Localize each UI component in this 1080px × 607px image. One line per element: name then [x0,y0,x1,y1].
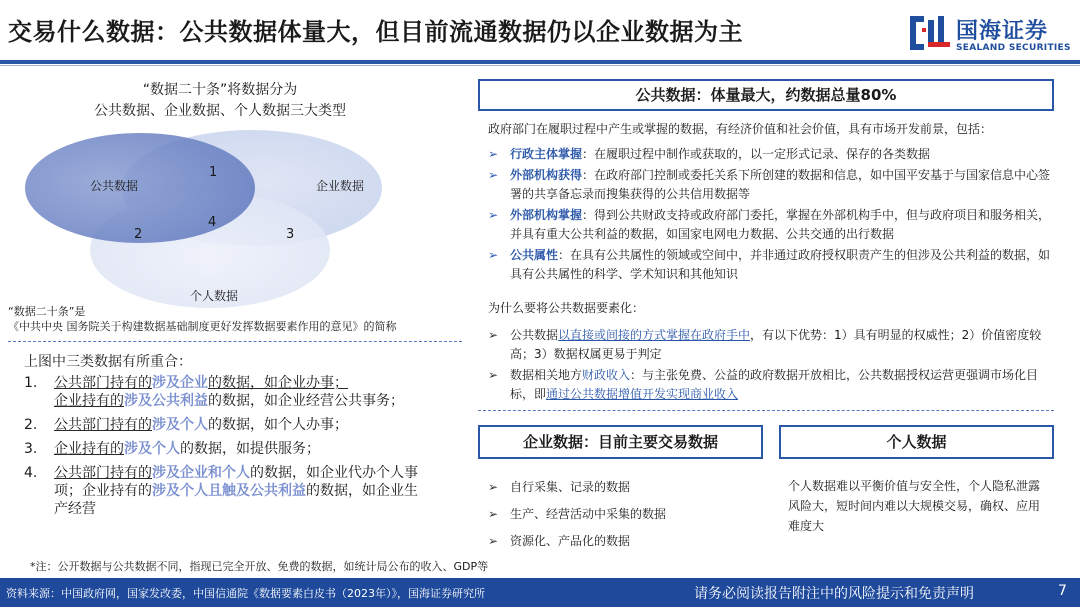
arrow-icon: ➢ [488,368,499,382]
list-item: ➢ 外部机构获得：在政府部门控制或委托关系下所创建的数据和信息，如中国平安基于与国家信息中心签署的共享备忘录而搜集获得的公共信用数据等 [488,166,1058,204]
overlap-list [24,374,424,524]
item-text: 公共部门持有的涉及企业的数据，如企业办事； 企业持有的涉及公共利益的数据，如企业经营公共事务； [54,375,404,409]
reasons-list [488,326,1058,406]
public-data-intro: 政府部门在履职过程中产生或掌握的数据，有经济价值和社会价值，具有市场开发前景，包括： [488,122,993,136]
list-item: ➢ 行政主体掌握：在履职过程中制作或获取的，以一定形式记录、保存的各类数据 [488,145,1058,164]
public-data-heading: 公共数据：体量最大，约数据总量80% [478,79,1054,111]
public-data-list [488,145,1058,286]
list-item: ➢ 资源化、产品化的数据 [488,532,758,551]
list-item: ➢ 自行采集、记录的数据 [488,478,758,497]
list-item: ➢ 公共属性：在具有公共属性的领域或空间中，并非通过政府授权职责产生的但涉及公共利益的数据，如具有公共属性的科学、学术知识和其他知识 [488,246,1058,284]
item-number: 2. [24,417,38,433]
footer-disclaimer: 请务必阅读报告附注中的风险提示和免责声明 [694,586,974,602]
footnote: *注：公开数据与公共数据不同，指现已完全开放、免费的数据，如统计局公布的收入、GDP等 [30,560,489,573]
arrow-icon: ➢ [488,147,499,161]
venn-note-line1: “数据二十条”是 [8,305,86,318]
enterprise-data-list [488,478,758,559]
arrow-icon: ➢ [488,480,499,494]
item-text: 企业持有的涉及个人的数据，如提供服务； [54,441,320,457]
list-item [24,374,424,410]
label-public: 公共数据 [90,179,139,193]
list-item [24,464,424,518]
venn-diagram [20,130,400,310]
personal-data-text: 个人数据难以平衡价值与安全性，个人隐私泄露风险大，短时间内难以大规模交易，确权、应用难度大 [788,479,1041,533]
venn-caption-line2: 公共数据、企业数据、个人数据三大类型 [94,103,346,119]
arrow-icon: ➢ [488,208,499,222]
arrow-icon: ➢ [488,248,499,262]
item-text: 公共部门持有的涉及企业和个人的数据，如企业代办个人事项；企业持有的涉及个人且触及公共利益的数据，如企业生产经营 [54,465,418,517]
logo-text-en: SEALAND SECURITIES [956,43,1071,53]
list-item [24,440,424,458]
list-item: ➢ 外部机构掌握：得到公共财政支持或政府部门委托，掌握在外部机构手中，但与政府项目和服务相关，并具有重大公共利益的数据，如国家电网电力数据、公共交通的出行数据 [488,206,1058,244]
footer-source: 资料来源：中国政府网，国家发改委，中国信通院《数据要素白皮书（2023年）》，国海证券研究所 [6,587,485,600]
arrow-icon: ➢ [488,328,499,342]
sealand-logo-icon [908,12,952,54]
overlap-heading: 上图中三类数据有所重合： [24,354,192,370]
list-item: ➢ 生产、经营活动中采集的数据 [488,505,758,524]
venn-caption-line1: “数据二十条”将数据分为 [142,82,298,98]
venn-note [8,304,397,334]
item-number: 4. [24,465,38,481]
company-logo [908,10,1071,60]
item-number: 1. [24,375,38,391]
label-personal: 个人数据 [190,289,239,303]
label-enterprise: 企业数据 [316,179,365,193]
list-item [24,416,424,434]
title-divider [0,60,1080,64]
logo-text-cn: 国海证券 [956,19,1049,44]
item-number: 3. [24,441,38,457]
region-3: 3 [286,227,295,242]
enterprise-data-heading: 企业数据：目前主要交易数据 [478,425,763,459]
arrow-icon: ➢ [488,507,499,521]
region-4: 4 [208,215,217,230]
page-title: 交易什么数据：公共数据体量大，但目前流通数据仍以企业数据为主 [8,18,743,46]
venn-caption [40,80,400,122]
region-2: 2 [134,227,143,242]
right-divider [478,410,1054,411]
left-divider [8,341,462,342]
list-item: ➢ 数据相关地方财政收入：与主张免费、公益的政府数据开放相比，公共数据授权运营更强调市场化目标，即通过公共数据增值开发实现商业收入 [488,366,1058,404]
venn-note-line2: 《中共中央 国务院关于构建数据基础制度更好发挥数据要素作用的意见》的简称 [8,320,397,333]
arrow-icon: ➢ [488,168,499,182]
arrow-icon: ➢ [488,534,499,548]
title-divider-thin [0,65,1080,66]
item-text: 公共部门持有的涉及个人的数据，如个人办事； [54,417,348,433]
why-heading: 为什么要将公共数据要素化： [488,301,645,315]
personal-data-heading: 个人数据 [779,425,1054,459]
page-number: 7 [1058,583,1067,599]
region-1: 1 [209,165,218,180]
list-item: ➢ 公共数据以直接或间接的方式掌握在政府手中，有以下优势：1）具有明显的权威性；2）价值密度较高；3）数据权属更易于判定 [488,326,1058,364]
